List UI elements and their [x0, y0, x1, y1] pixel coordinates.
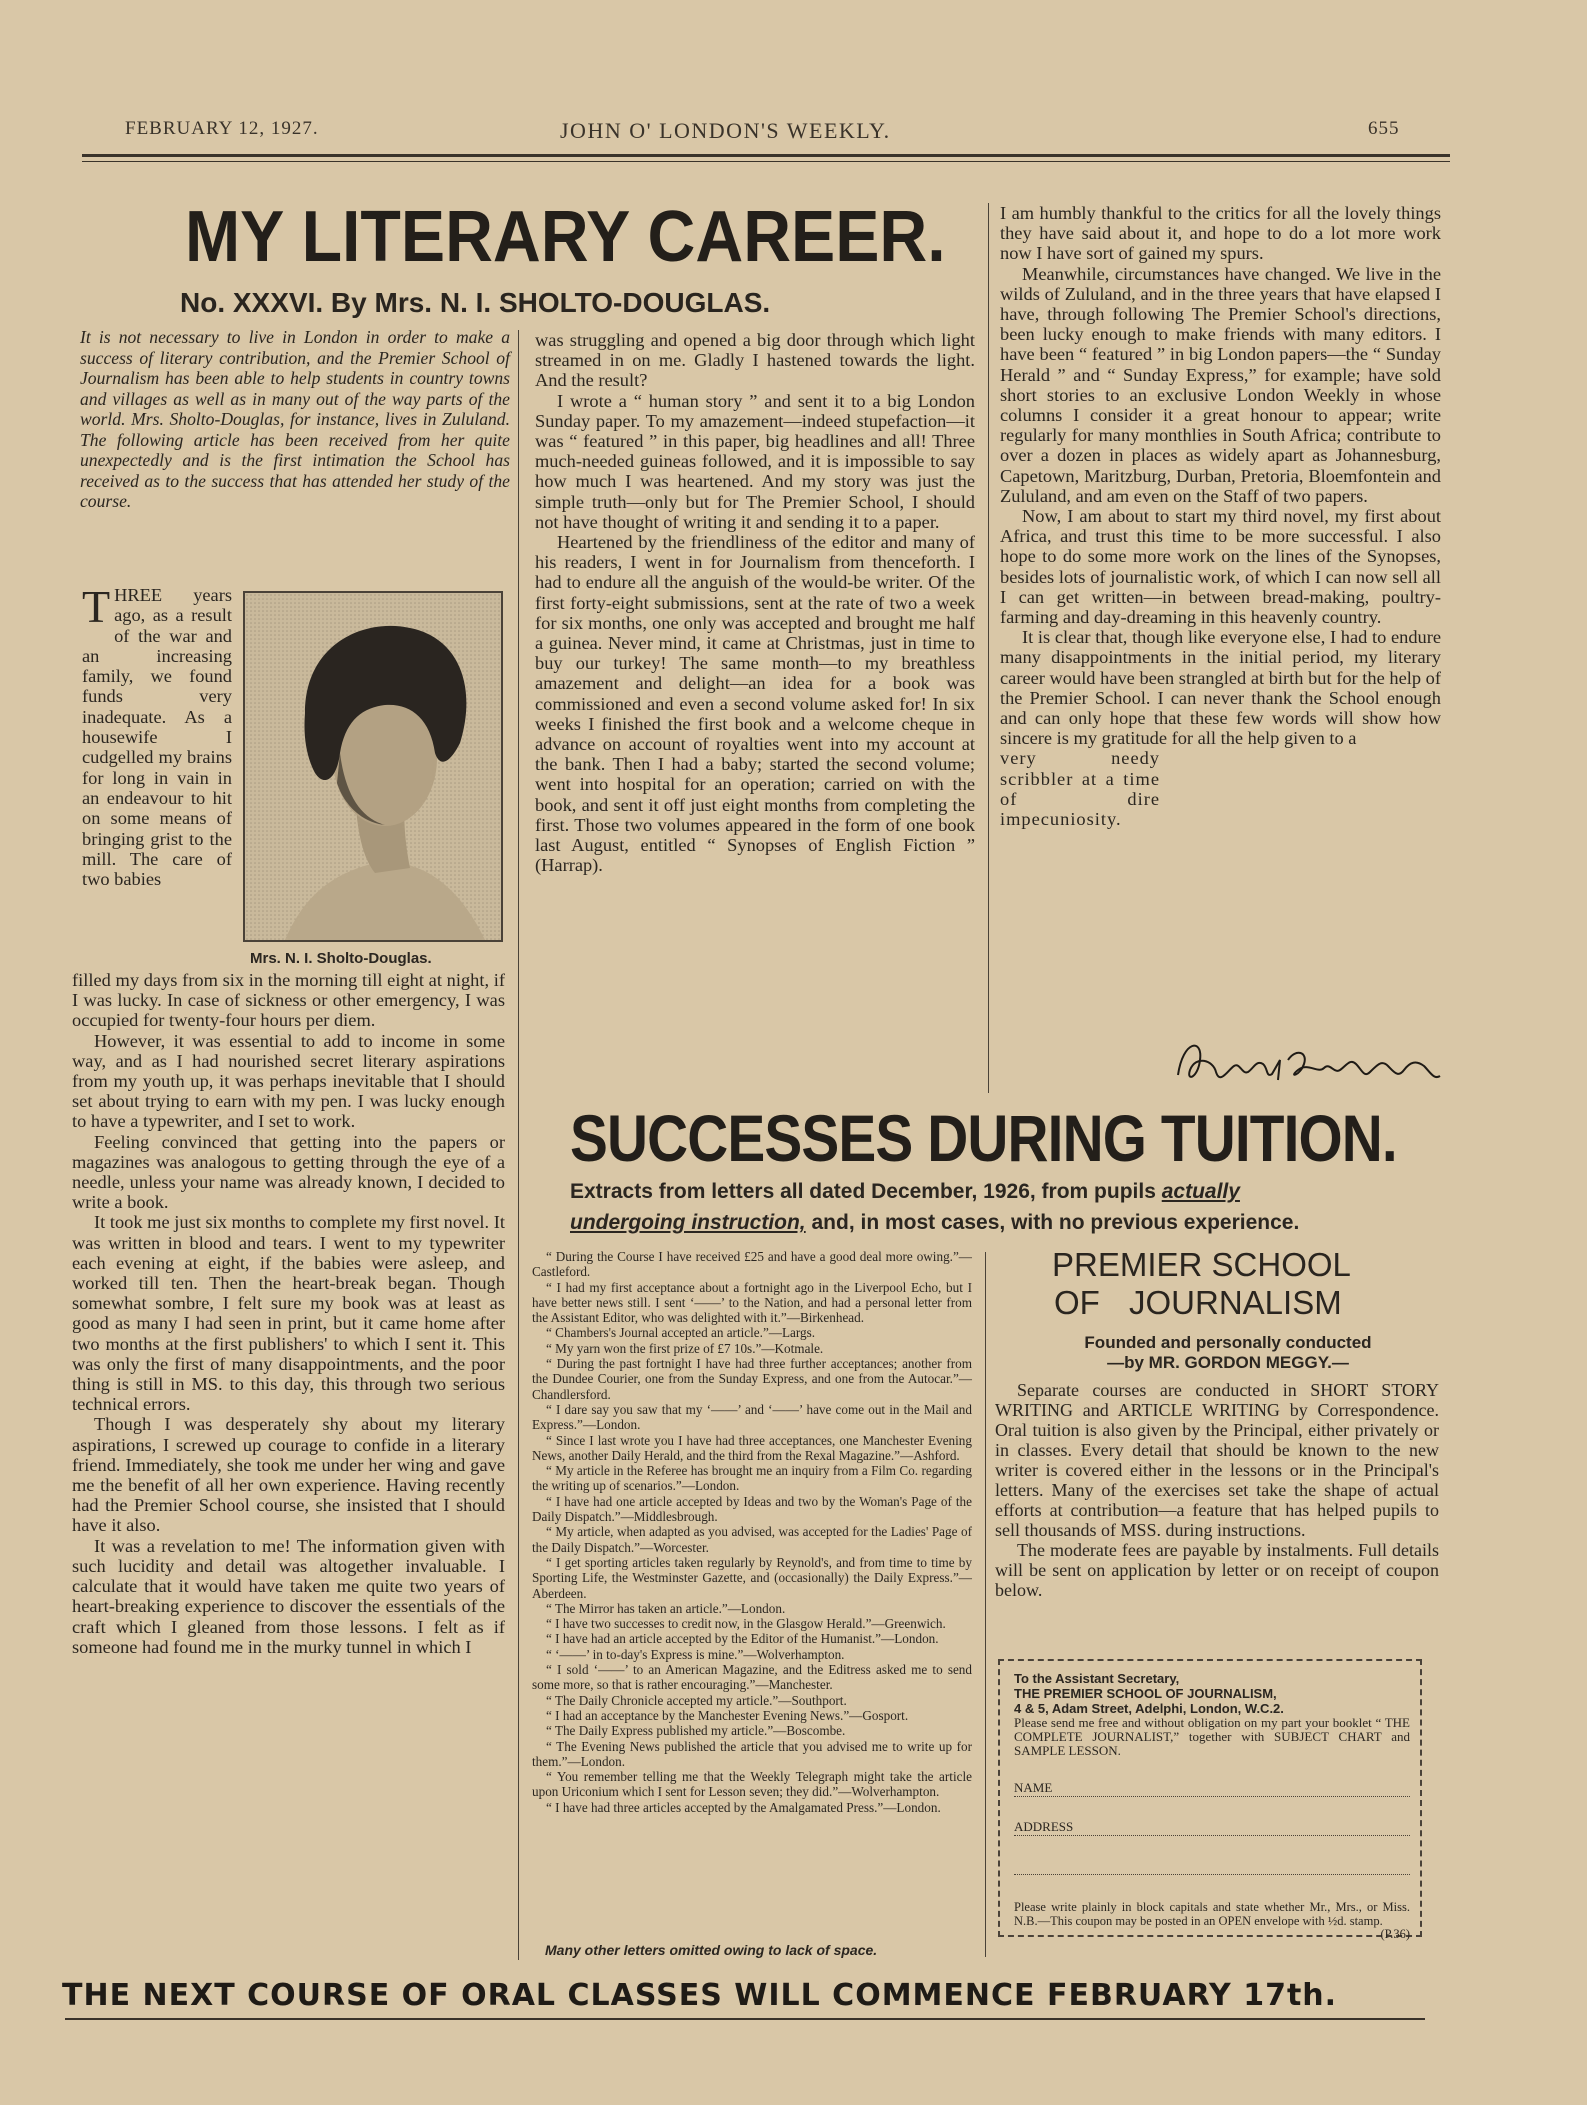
article-paragraph: I am humbly thankful to the critics for all the lovely things they have said about it, and hope to do a lot more work now I have sort of gained my spurs. [1000, 203, 1441, 264]
coupon-to-line: THE PREMIER SCHOOL OF JOURNALISM, [1014, 1686, 1277, 1701]
successes-subtitle [570, 1180, 1240, 1204]
photo-caption: Mrs. N. I. Sholto-Douglas. [250, 950, 432, 967]
publication-name: JOHN O' LONDON'S WEEKLY. [560, 118, 891, 143]
school-paragraph: Separate courses are conducted in SHORT STORY WRITING and ARTICLE WRITING by Correspondence. Oral tuition is also given by the Principal, either privately or in classes. Every detail that should be known to the new writer is covered either in the lessons or in the Principal's letters. Many of the exercises set take the shape of actual efforts at contribution—a feature that has helped pupils to sell thousands of MSS. during instructions. [995, 1380, 1439, 1540]
author-portrait [243, 591, 503, 942]
subtitle-text: Extracts from letters all dated December, 1926, from pupils [570, 1180, 1162, 1203]
school-name-line-1: PREMIER SCHOOL [1052, 1246, 1351, 1283]
article-paragraph: However, it was essential to add to income in some way, and as I had nourished secret literary aspirations from my youth up, it was perhaps inevitable that I should set about trying to earn with my pen. I was lucky enough to have a typewriter, and I set to work. [72, 1030, 505, 1132]
article-opening [82, 581, 232, 890]
founded-note [1058, 1333, 1398, 1373]
letter-extract: “ You remember telling me that the Weekly Telegraph might take the article upon Uriconium which I sent for Lesson seven; they did.”—Wolverhampton. [532, 1769, 972, 1800]
letter-extract: “ I sold ‘——’ to an American Magazine, and the Editress asked me to send some more, so that is rather encouraging.”—Manchester. [532, 1662, 972, 1693]
header-rule [82, 154, 1450, 157]
issue-date: FEBRUARY 12, 1927. [125, 118, 319, 139]
letter-extract: “ Since I last wrote you I have had three acceptances, one Manchester Evening News, another Daily Herald, and the third from the Rexal Magazine.”—Ashford. [532, 1432, 972, 1463]
drop-cap: T [82, 581, 111, 632]
coupon-address [1014, 1671, 1410, 1716]
letter-extract: “ I have had three articles accepted by the Amalgamated Press.”—London. [546, 1799, 941, 1815]
letter-extract: “ ‘——’ in to-day's Express is mine.”—Wolverhampton. [546, 1646, 845, 1662]
article-title: MY LITERARY CAREER. [185, 197, 946, 277]
successes-subtitle-2 [570, 1211, 1299, 1235]
article-paragraph: filled my days from six in the morning till eight at night, if I was lucky. In case of sickness or other emergency, I was occupied for twenty-four hours per diem. [72, 970, 505, 1031]
address-label: ADDRESS [1014, 1819, 1074, 1834]
article-paragraph: Meanwhile, circumstances have changed. We live in the wilds of Zululand, and in the three years that have elapsed I have, through following The Premier School's directions, been lucky enough to make friends with many editors. I have been “ featured ” in big London papers—the “ Sunday Herald ” and “ Sunday Express,” for example; have sold short stories to an exclusive London Weekly in whose columns I consider it a great honour to appear; write regularly for many monthlies in South Africa; contribute to over a dozen in places as widely apart as Johannesburg, Capetown, Maritzburg, Durban, Pretoria, Bloemfontein and Zululand, and am even on the Staff of two papers. [1000, 263, 1441, 506]
letter-extract: “ I had my first acceptance about a fortnight ago in the Liverpool Echo, but I have better news still. I sent ‘——’ to the Nation, and had a personal letter from the Assistant Editor, who was delighted with it.”—Birkenhead. [532, 1279, 972, 1326]
article-column-1 [72, 970, 505, 1657]
school-name [1052, 1246, 1392, 1322]
coupon-instructions [1014, 1900, 1410, 1941]
column-divider [988, 203, 989, 1093]
letters-footnote: Many other letters omitted owing to lack of space. [545, 1942, 878, 1958]
article-closing: very needy scribbler at a time of dire impecuniosity. [1000, 748, 1160, 830]
article-paragraph: Feeling convinced that getting into the papers or magazines was analogous to getting through the eye of a needle, unless your name was already known, I decided to write a book. [72, 1131, 505, 1213]
subtitle-text: and, in most cases, with no previous experience. [805, 1211, 1300, 1234]
letter-extract: “ Chambers's Journal accepted an article.”—Largs. [546, 1325, 816, 1341]
name-label: NAME [1014, 1780, 1053, 1795]
letter-extract: “ The Daily Chronicle accepted my article.”—Southport. [546, 1692, 847, 1708]
article-byline: No. XXXVI. By Mrs. N. I. SHOLTO-DOUGLAS. [180, 287, 771, 318]
letter-extracts [532, 1249, 972, 1815]
opening-text: HREE years ago, as a result of the war and an increasing family, we found funds very inadequate. As a housewife I cudgelled my brains for long in vain in an endeavour to hit on some means of bringing grist to the mill. The care of two babies [82, 585, 232, 890]
portrait-image [245, 593, 501, 940]
letter-extract: “ During the Course I have received £25 and have a good deal more owing.”—Castleford. [532, 1249, 972, 1280]
coupon-name-field[interactable] [1014, 1780, 1410, 1797]
letter-extract: “ I have had one article accepted by Ideas and two by the Woman's Page of the Daily Dispatch.”—Middlesbrough. [532, 1493, 972, 1525]
founded-line-2: —by MR. GORDON MEGGY.— [1107, 1353, 1349, 1372]
letter-extract: “ My yarn won the first prize of £7 10s.”—Kotmale. [546, 1340, 824, 1356]
coupon-footer-text: Please write plainly in block capitals and state whether Mr., Mrs., or Miss. N.B.—This coupon may be posted in an OPEN envelope with ½d. stamp. [1014, 1900, 1410, 1928]
article-paragraph: It took me just six months to complete my first novel. It was written in blood and tears. I went to my typewriter each evening at eight, if the babies were asleep, and worked till ten. Then the heart-break began. Though somewhat sombre, I felt sure my book was at least as good as many I had seen in print, but it came home after two months at the first publishers' to which I sent it. This was only the first of many disappointments, and the poor thing is still in MS. to this day, this through two serious technical errors. [72, 1212, 505, 1415]
article-column-2 [535, 330, 975, 875]
coupon-address-line[interactable] [1014, 1858, 1410, 1875]
letter-extract: “ I have two successes to credit now, in the Glasgow Herald.”—Greenwich. [546, 1616, 946, 1632]
subtitle-emphasis: actually [1161, 1180, 1240, 1203]
school-paragraph: The moderate fees are payable by instalments. Full details will be sent on application by letter or on receipt of coupon below. [995, 1540, 1439, 1600]
article-paragraph: Now, I am about to start my third novel, my first about Africa, and trust this time to be more successful. I also hope to do some more work on the lines of the Synopses, besides lots of journalistic work, of which I can now sell all I can get written—in between bread-making, poultry-farming and day-dreaming in this heavenly country. [1000, 506, 1441, 628]
letter-extract: “ During the past fortnight I have had three further acceptances; another from the Dundee Courier, one from the Sunday Express, and one from the Autocar.”—Chandlersford. [532, 1356, 972, 1402]
article-paragraph: Heartened by the friendliness of the editor and many of his readers, I went in for Journalism from thenceforth. I had to endure all the anguish of the would-be writer. Of the first forty-eight submissions, sent at the rate of two a week for six months, one only was accepted and brought me half a guinea. Never mind, it came at Christmas, just in time to buy our turkey! The same month—to my breathless amazement and delight—an idea for a book was commissioned and even a second volume asked for! In six weeks I finished the first book and a welcome cheque in advance on account of royalties went into my account at the bank. Then I had a baby; started the second volume; went into hospital for an operation; carried on with the book, and sent it off just eight months from completing the first. Those two volumes appeared in the form of one book last August, entitled “ Synopses of English Fiction ” (Harrap). [535, 532, 975, 876]
letter-extract: “ I had an acceptance by the Manchester Evening News.”—Gosport. [546, 1707, 909, 1723]
article-column-3 [1000, 203, 1441, 829]
article-paragraph: was struggling and opened a big door through which light streamed in on me. Gladly I hastened towards the light. And the result? [535, 330, 975, 391]
letter-extract: “ I dare say you saw that my ‘——’ and ‘——’ have come out in the Mail and Express.”—London. [532, 1401, 972, 1433]
order-coupon[interactable] [998, 1659, 1422, 1941]
article-paragraph: Though I was desperately shy about my literary aspirations, I screwed up courage to confide in a literary friend. Immediately, she took me under her wing and gave me the benefit of all her own experience. Having recently had the Premier School course, she insisted that I should have it also. [72, 1414, 505, 1536]
letter-extract: “ The Daily Express published my article.”—Boscombe. [546, 1723, 846, 1739]
author-signature [1168, 1030, 1448, 1100]
header-rule-thin [82, 161, 1450, 162]
footer-banner: THE NEXT COURSE OF ORAL CLASSES WILL COMMENCE FEBRUARY 17th. [62, 1978, 1338, 2013]
article-paragraph: It is clear that, though like everyone else, I had to endure many disappointments in the initial period, my literary career would have been strangled at birth but for the help of the Premier School. I can never thank the School enough and can only hope that these few words will show how sincere is my gratitude for all the help given to a [1000, 627, 1441, 749]
letter-extract: “ I get sporting articles taken regularly by Reynold's, and from time to time by Sporting Life, the Westminster Gazette, and (occasionally) the Daily Express.”—Aberdeen. [532, 1554, 972, 1601]
coupon-address-field[interactable] [1014, 1819, 1410, 1836]
school-description [995, 1380, 1439, 1600]
coupon-request: Please send me free and without obligation on my part your booklet “ THE COMPLETE JOURNALIST,” together with SUBJECT CHART and SAMPLE LESSON. [1014, 1715, 1410, 1758]
article-paragraph: It was a revelation to me! The information given with such lucidity and detail was altogether invaluable. I calculate that it would have taken me quite two years of heart-breaking experience to discover the essentials of the craft which I gleaned from those lessons. I felt as if someone had found me in the murky tunnel in which I [72, 1535, 505, 1657]
article-intro: It is not necessary to live in London in order to make a success of literary contribution, and the Premier School of Journalism has been able to help students in country towns and villages as well as in many out of the way parts of the world. Mrs. Sholto-Douglas, for instance, lives in Zululand. The following article has been received from her quite unexpectedly and is the first intimation the School has received as to the success that has attended her study of the course. [80, 327, 510, 511]
letter-extract: “ My article in the Referee has brought me an inquiry from a Film Co. regarding the writing up of scenarios.”—London. [532, 1463, 972, 1494]
column-divider [985, 1252, 986, 1957]
successes-title: SUCCESSES DURING TUITION. [570, 1101, 1397, 1175]
coupon-to-line: To the Assistant Secretary, [1014, 1671, 1180, 1686]
letter-extract: “ I have had an article accepted by the Editor of the Humanist.”—London. [546, 1631, 939, 1647]
footer-rule [65, 2018, 1425, 2020]
letter-extract: “ The Mirror has taken an article.”—London. [546, 1600, 786, 1616]
subtitle-emphasis: undergoing instruction, [570, 1211, 806, 1234]
column-divider [518, 330, 519, 1960]
coupon-to-line: 4 & 5, Adam Street, Adelphi, London, W.C.2. [1014, 1701, 1284, 1716]
school-name-line-2: OF JOURNALISM [1054, 1284, 1342, 1321]
page-number: 655 [1368, 118, 1400, 139]
coupon-ref: (P.36) [1380, 1927, 1410, 1941]
article-paragraph: I wrote a “ human story ” and sent it to a big London Sunday paper. To my amazement—indeed stupefaction—it was “ featured ” in this paper, big headlines and all! Three much-needed guineas followed, and it is impossible to say how much I was heartened. And my story was just the simple truth—only but for The Premier School, I should not have thought of writing it and sending it to a paper. [535, 390, 975, 532]
letter-extract: “ The Evening News published the article that you advised me to write up for them.”—London. [532, 1738, 972, 1769]
founded-line-1: Founded and personally conducted [1084, 1333, 1372, 1352]
letter-extract: “ My article, when adapted as you advised, was accepted for the Ladies' Page of the Daily Dispatch.”—Worcester. [532, 1524, 972, 1555]
